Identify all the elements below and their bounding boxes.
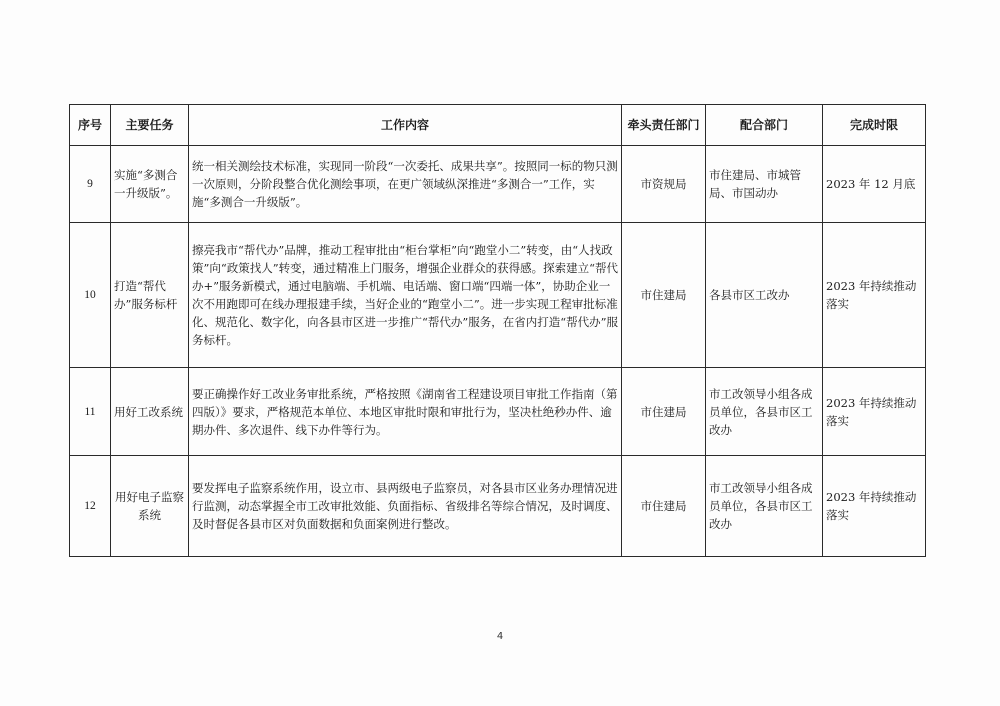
table-row — [70, 368, 926, 456]
row-deadline: 2023 年持续推动落实 — [823, 456, 926, 557]
row-deadline: 2023 年 12 月底 — [823, 146, 926, 223]
row-task: 打造“帮代办”服务标杆 — [111, 223, 189, 368]
row-index: 12 — [70, 456, 111, 557]
row-lead-department: 市住建局 — [622, 223, 706, 368]
header-task: 主要任务 — [111, 105, 189, 146]
row-cooperating-department: 市工改领导小组各成员单位，各县市区工改办 — [706, 368, 823, 456]
row-index: 9 — [70, 146, 111, 223]
row-content: 要正确操作好工改业务审批系统，严格按照《湖南省工程建设项目审批工作指南（第四版）》要求，严格规范本单位、本地区审批时限和审批行为，坚决杜绝秒办件、逾期办件、多次退件、线下办件等行为。 — [189, 368, 622, 456]
header-lead-department: 牵头责任部门 — [622, 105, 706, 146]
table-row — [70, 223, 926, 368]
table-row — [70, 456, 926, 557]
row-task: 用好电子监察系统 — [111, 456, 189, 557]
table-row — [70, 146, 926, 223]
row-content: 要发挥电子监察系统作用，设立市、县两级电子监察员，对各县市区业务办理情况进行监测，动态掌握全市工改审批效能、负面指标、省级排名等综合情况，及时调度、及时督促各县市区对负面数据和负面案例进行整改。 — [189, 456, 622, 557]
page-number: 4 — [496, 631, 504, 642]
row-content: 擦亮我市“帮代办”品牌，推动工程审批由“柜台掌柜”向“跑堂小二”转变，由“人找政策”向“政策找人”转变，通过精准上门服务，增强企业群众的获得感。探索建立“帮代办+”服务新模式，通过电脑端、手机端、电话端、窗口端“四端一体”，协助企业一次不用跑即可在线办理报建手续，当好企业的“跑堂小二”。进一步实现工程审批标准化、规范化、数字化，向各县市区进一步推广“帮代办”服务，在省内打造“帮代办”服务标杆。 — [189, 223, 622, 368]
task-table — [69, 104, 926, 557]
row-deadline: 2023 年持续推动落实 — [823, 223, 926, 368]
header-cooperating-department: 配合部门 — [706, 105, 823, 146]
row-index: 11 — [70, 368, 111, 456]
row-cooperating-department: 市工改领导小组各成员单位，各县市区工改办 — [706, 456, 823, 557]
header-index: 序号 — [70, 105, 111, 146]
table-header-row — [70, 105, 926, 146]
row-lead-department: 市住建局 — [622, 368, 706, 456]
header-deadline: 完成时限 — [823, 105, 926, 146]
row-cooperating-department: 各县市区工改办 — [706, 223, 823, 368]
row-index: 10 — [70, 223, 111, 368]
row-content: 统一相关测绘技术标准，实现同一阶段“一次委托、成果共享”。按照同一标的物只测一次原则，分阶段整合优化测绘事项，在更广领域纵深推进“多测合一”工作，实施“多测合一升级版”。 — [189, 146, 622, 223]
row-task: 用好工改系统 — [111, 368, 189, 456]
row-task: 实施“多测合一升级版”。 — [111, 146, 189, 223]
row-lead-department: 市住建局 — [622, 456, 706, 557]
header-content: 工作内容 — [189, 105, 622, 146]
row-deadline: 2023 年持续推动落实 — [823, 368, 926, 456]
row-lead-department: 市资规局 — [622, 146, 706, 223]
row-cooperating-department: 市住建局、市城管局、市国动办 — [706, 146, 823, 223]
